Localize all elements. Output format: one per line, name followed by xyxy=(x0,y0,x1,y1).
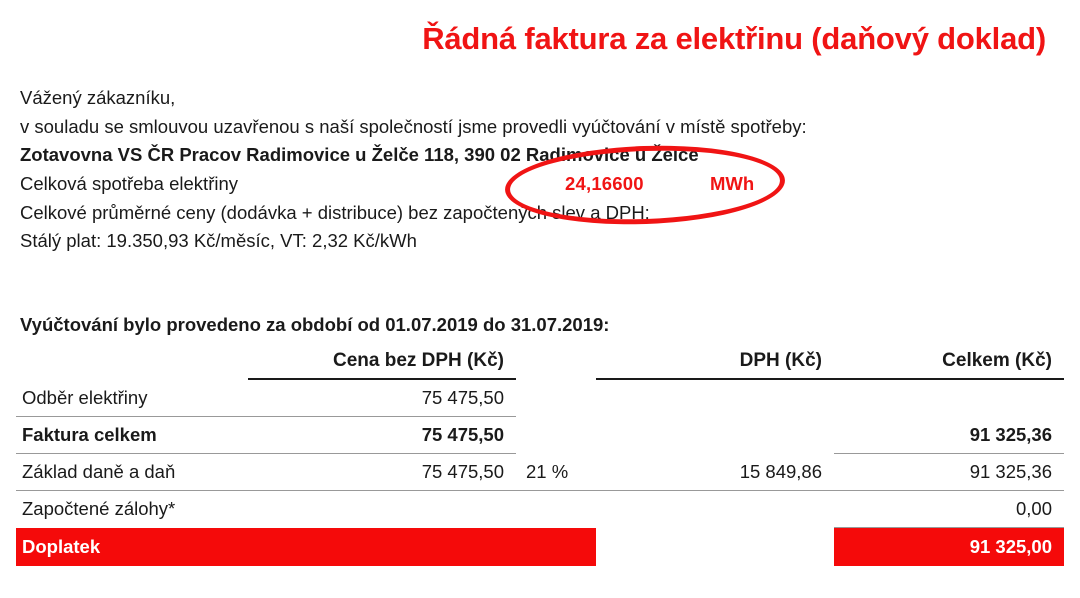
row-total: 91 325,36 xyxy=(834,454,1064,491)
intro-block xyxy=(16,84,1064,256)
row-label: Základ daně a daň xyxy=(16,454,248,491)
row-net xyxy=(248,491,516,528)
row-net: 75 475,50 xyxy=(248,454,516,491)
row-total xyxy=(834,379,1064,417)
row-rate xyxy=(516,417,596,454)
consumption-value: 24,16600 xyxy=(565,173,644,195)
row-total: 91 325,36 xyxy=(834,417,1064,454)
header-net: Cena bez DPH (Kč) xyxy=(248,350,516,379)
invoice-table xyxy=(16,350,1064,566)
total-gap xyxy=(596,528,834,567)
row-vat: 15 849,86 xyxy=(596,454,834,491)
period-heading: Vyúčtování bylo provedeno za období od 01.07.2019 do 31.07.2019: xyxy=(20,314,610,336)
row-vat xyxy=(596,417,834,454)
consumption-unit: MWh xyxy=(710,173,755,195)
header-total: Celkem (Kč) xyxy=(834,350,1064,379)
row-vat xyxy=(596,379,834,417)
prices-note: Celkové průměrné ceny (dodávka + distribuce) bez započtených slev a DPH: xyxy=(20,201,650,223)
header-rate xyxy=(516,350,596,379)
row-rate xyxy=(516,491,596,528)
table-row xyxy=(16,454,1064,491)
table-row xyxy=(16,491,1064,528)
row-label: Odběr elektřiny xyxy=(16,379,248,417)
intro-sentence: v souladu se smlouvou uzavřenou s naší společností jsme provedli vyúčtování v místě spotřeby: xyxy=(20,115,807,137)
row-label: Faktura celkem xyxy=(16,417,248,454)
site-address: Zotavovna VS ČR Pracov Radimovice u Želče 118, 390 02 Radimovice u Želče xyxy=(20,144,699,166)
page-title: Řádná faktura za elektřinu (daňový doklad) xyxy=(422,21,1046,56)
header-label xyxy=(16,350,248,379)
total-amount: 91 325,00 xyxy=(834,528,1064,567)
total-row xyxy=(16,528,1064,567)
table-row xyxy=(16,417,1064,454)
row-label: Započtené zálohy* xyxy=(22,498,176,520)
consumption-row xyxy=(20,170,1064,199)
greeting-text: Vážený zákazníku, xyxy=(20,87,176,109)
row-rate: 21 % xyxy=(516,454,596,491)
row-net: 75 475,50 xyxy=(248,379,516,417)
consumption-label: Celková spotřeba elektřiny xyxy=(20,173,238,195)
row-vat xyxy=(596,491,834,528)
total-label: Doplatek xyxy=(16,528,248,567)
header-vat: DPH (Kč) xyxy=(596,350,834,379)
prices-detail: Stálý plat: 19.350,93 Kč/měsíc, VT: 2,32 Kč/kWh xyxy=(20,230,417,252)
total-net xyxy=(248,528,516,567)
table-header-row xyxy=(16,350,1064,379)
row-total: 0,00 xyxy=(834,491,1064,528)
total-rate xyxy=(516,528,596,567)
table-row xyxy=(16,379,1064,417)
row-net: 75 475,50 xyxy=(248,417,516,454)
row-rate xyxy=(516,379,596,417)
